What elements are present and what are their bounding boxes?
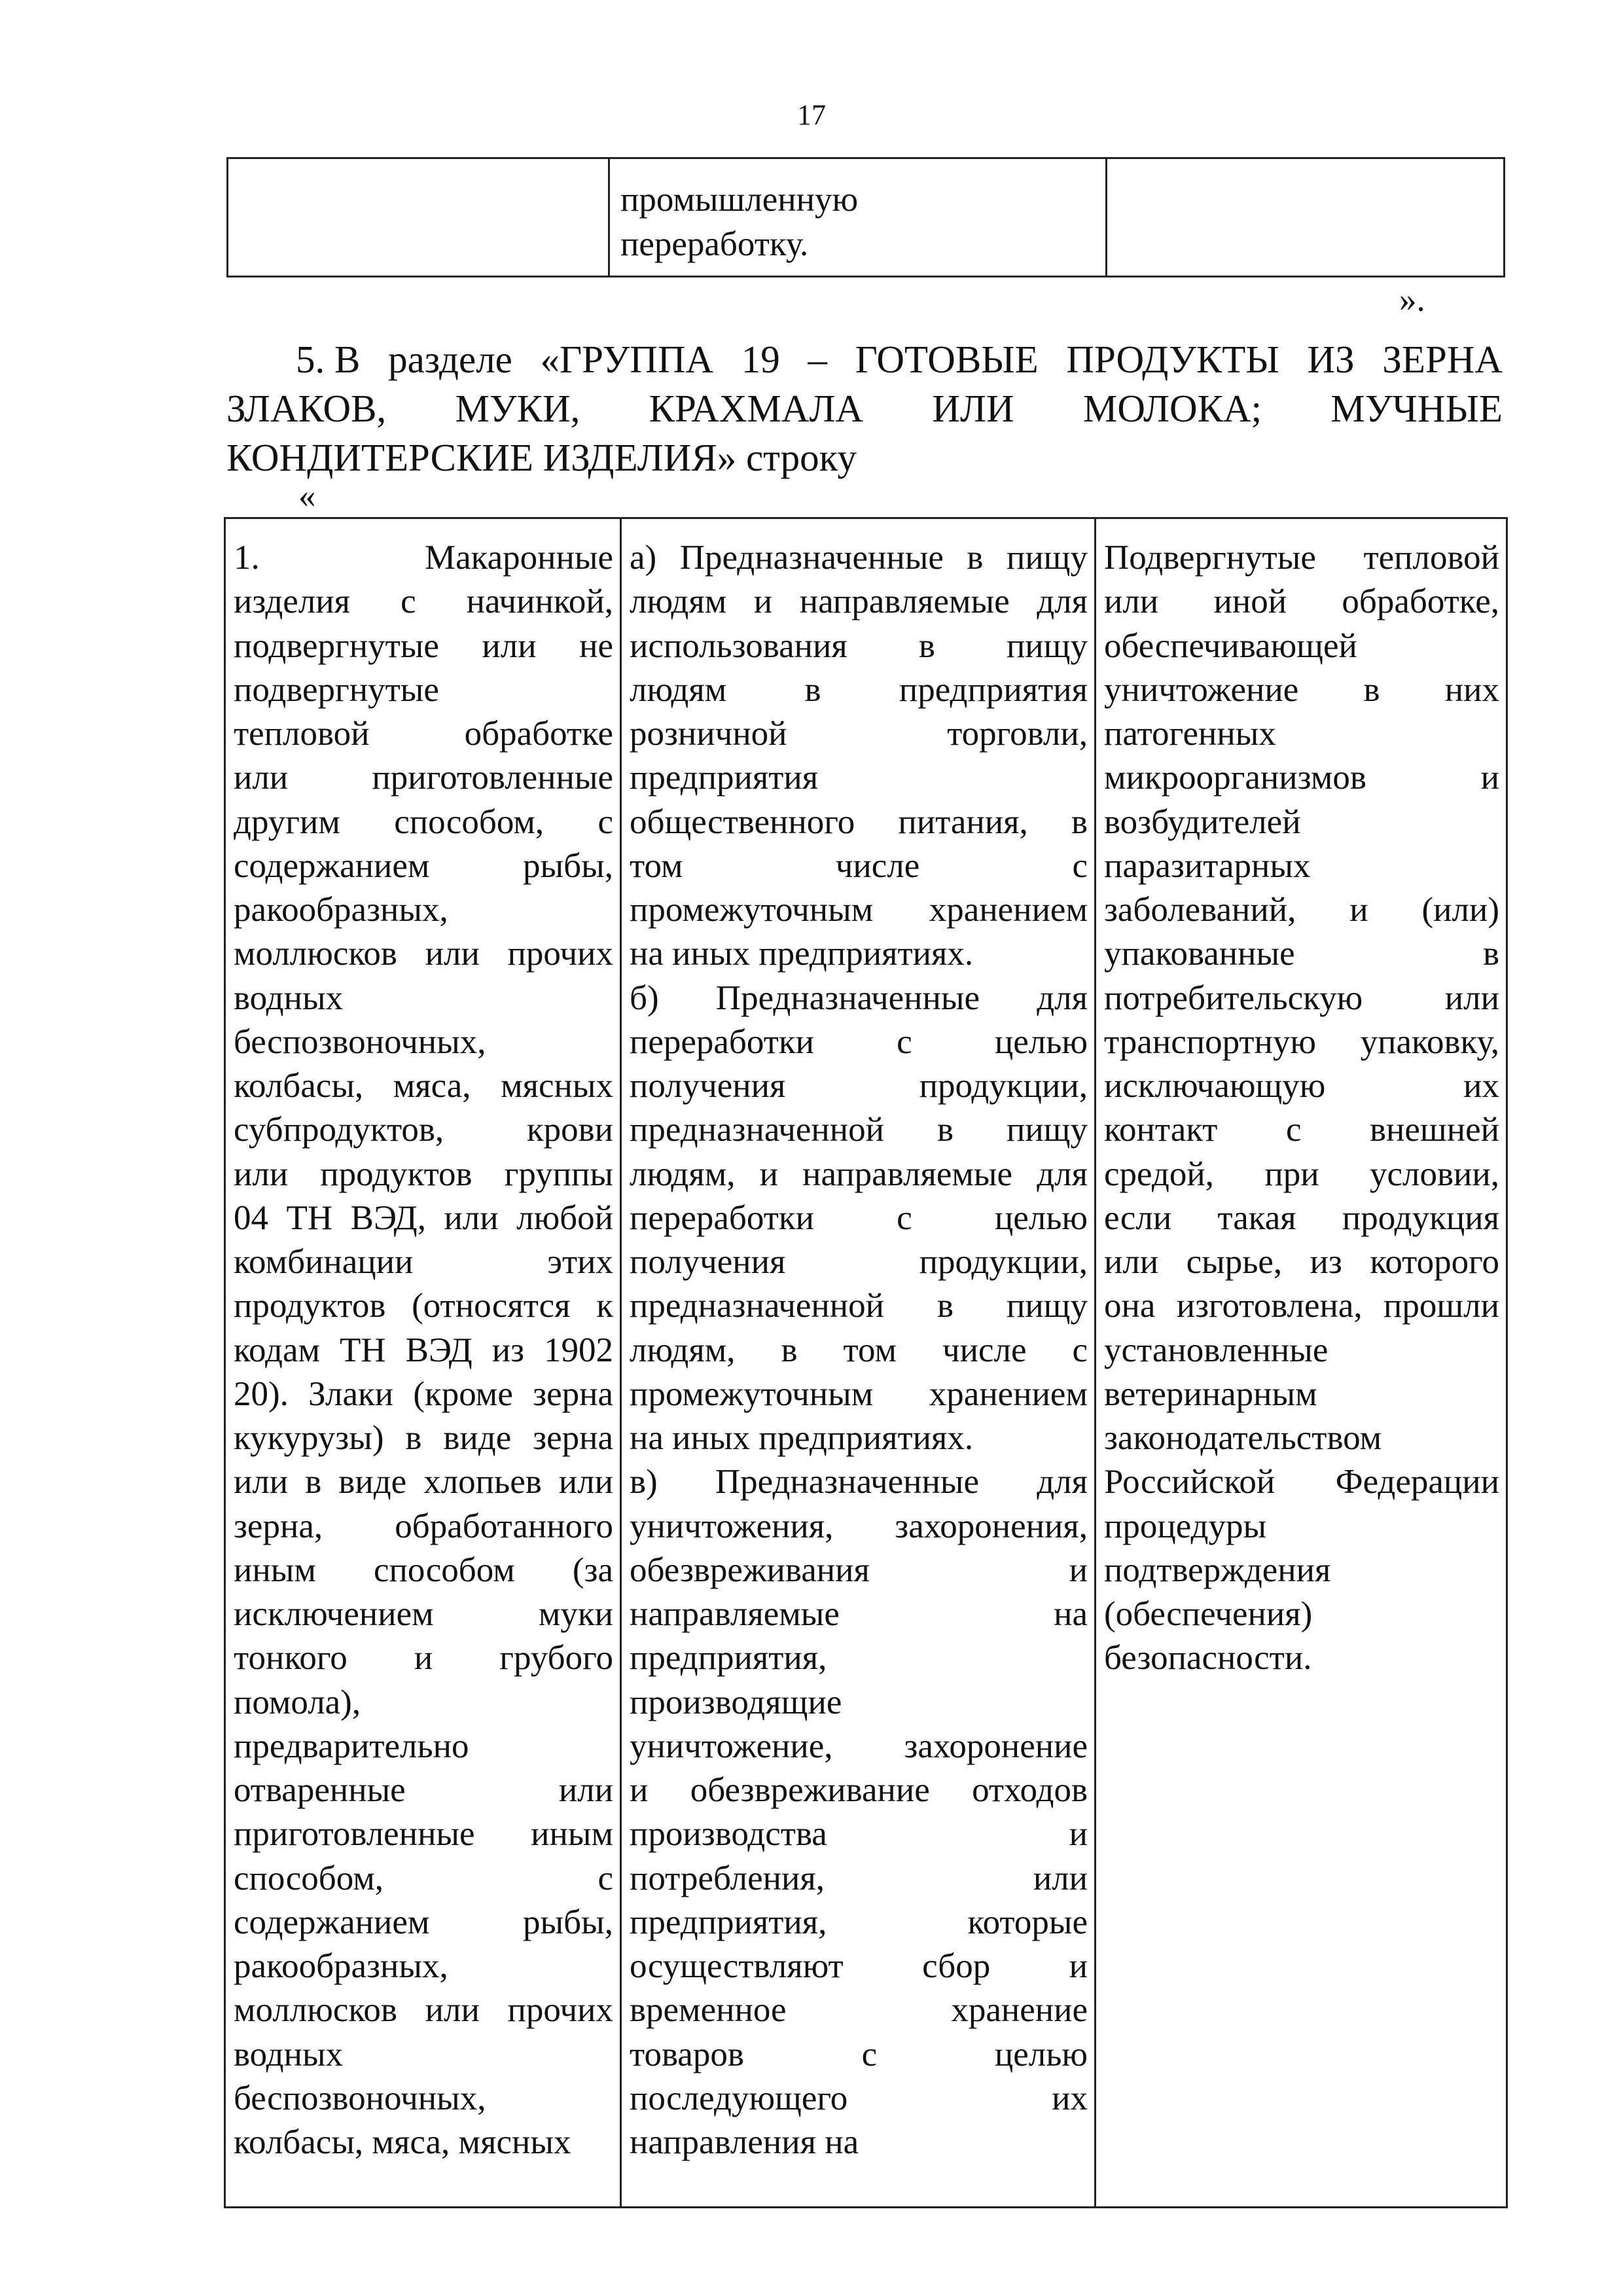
paragraph-line: КОНДИТЕРСКИЕ ИЗДЕЛИЯ» строку: [226, 436, 857, 479]
text-line: людям, в том числе с: [630, 1331, 1088, 1369]
text-line: тонкого и грубого: [234, 1639, 613, 1677]
word: 19: [741, 338, 780, 381]
text-line: ракообразных,: [234, 1947, 448, 1985]
text-line: если такая продукция: [1104, 1198, 1499, 1237]
text-line: колбасы, мяса, мясных: [234, 1067, 613, 1105]
text-line: возбудителей: [1104, 802, 1301, 841]
text-line: отваренные или: [234, 1771, 613, 1809]
text-line: продуктов (относятся к: [234, 1287, 613, 1325]
word: ГОТОВЫЕ: [855, 338, 1039, 381]
word: ЗЛАКОВ,: [226, 387, 387, 430]
text-line: безопасности.: [1104, 1639, 1312, 1677]
text-line: подвергнутые или не: [234, 626, 613, 665]
word: МУЧНЫЕ: [1330, 387, 1503, 430]
text-line: исключением муки: [234, 1595, 613, 1633]
text-line: или приготовленные: [234, 759, 613, 797]
text-line: подвергнутые: [234, 670, 439, 709]
text-line: или в виде хлопьев или: [234, 1463, 613, 1501]
text-line: последующего их: [630, 2079, 1088, 2117]
text-line: ракообразных,: [234, 891, 448, 929]
text-line: подтверждения: [1104, 1551, 1331, 1589]
opening-quote: «: [298, 477, 316, 515]
text-line: процедуры: [1104, 1507, 1267, 1545]
text-line: законодательством: [1104, 1419, 1382, 1457]
text-line: беспозвоночных,: [234, 1022, 486, 1061]
text-line: 20). Злаки (кроме зерна: [234, 1374, 613, 1413]
text-line: контакт с внешней: [1104, 1111, 1499, 1149]
text-line: получения продукции,: [630, 1243, 1088, 1281]
text-line: она изготовлена, прошли: [1104, 1287, 1499, 1325]
word: ПРОДУКТЫ: [1066, 338, 1279, 381]
text-line: водных: [234, 2035, 344, 2073]
text-line: ветеринарным: [1104, 1374, 1317, 1413]
table-cell-conditions: [1107, 158, 1505, 277]
text-line: паразитарных: [1104, 846, 1311, 885]
text-line: общественного питания, в: [630, 802, 1088, 841]
text-line: потребительскую или: [1104, 978, 1499, 1017]
word: разделе: [388, 338, 512, 381]
table-cell-conditions: [1096, 518, 1507, 2208]
text-line: или сырье, из которого: [1104, 1243, 1499, 1281]
text-line: обеспечивающей: [1104, 626, 1357, 665]
text-line: людям и направляемые для: [630, 583, 1088, 621]
text-line: людям в предприятия: [630, 670, 1088, 709]
text-line: б) Предназначенные для: [630, 978, 1088, 1017]
text-line: предназначенной в пищу: [630, 1287, 1088, 1325]
table-cell-purpose: [609, 158, 1107, 277]
text-line: промежуточным хранением: [630, 1374, 1088, 1413]
cell-text: [622, 519, 1094, 2164]
text-line: товаров с целью: [630, 2035, 1088, 2073]
text-line: направляемые на: [630, 1595, 1088, 1633]
text-line: розничной торговли,: [630, 715, 1088, 753]
text-line: средой, при условии,: [1104, 1155, 1499, 1193]
text-line: производящие: [630, 1683, 842, 1721]
word: МУКИ,: [455, 387, 580, 430]
text-line: а) Предназначенные в пищу: [630, 539, 1088, 577]
text-line: изделия с начинкой,: [234, 583, 613, 621]
text-line: упакованные в: [1104, 935, 1499, 973]
text-line: приготовленные иным: [234, 1815, 613, 1854]
paragraph-line: [226, 335, 1503, 384]
text-line: моллюсков или прочих: [234, 935, 613, 973]
text-line: переработку.: [620, 225, 809, 263]
text-line: предназначенной в пищу: [630, 1111, 1088, 1149]
text-line: получения продукции,: [630, 1067, 1088, 1105]
text-line: производства и: [630, 1815, 1088, 1854]
text-line: зерна, обработанного: [234, 1507, 613, 1545]
closing-quote: ».: [1399, 281, 1425, 319]
text-line: уничтожения, захоронения,: [630, 1507, 1088, 1545]
table-row: [228, 158, 1505, 277]
text-line: на иных предприятиях.: [630, 1419, 974, 1457]
text-line: предприятия: [630, 759, 819, 797]
text-line: направления на: [630, 2123, 859, 2161]
text-line: том числе с: [630, 846, 1088, 885]
text-line: в) Предназначенные для: [630, 1463, 1088, 1501]
text-line: людям, и направляемые для: [630, 1155, 1088, 1193]
word: «ГРУППА: [540, 338, 714, 381]
text-line: тепловой обработке: [234, 715, 613, 753]
text-line: уничтожение в них: [1104, 670, 1499, 709]
text-line: водных: [234, 978, 344, 1017]
text-line: помола),: [234, 1683, 361, 1721]
text-line: предприятия,: [630, 1639, 827, 1677]
text-line: содержанием рыбы,: [234, 1903, 613, 1941]
text-line: транспортную упаковку,: [1104, 1022, 1499, 1061]
text-line: субпродуктов, крови: [234, 1111, 613, 1149]
text-line: Подвергнутые тепловой: [1104, 539, 1499, 577]
text-line: колбасы, мяса, мясных: [234, 2123, 571, 2161]
word: ЗЕРНА: [1382, 338, 1503, 381]
text-line: 04 ТН ВЭД, или любой: [234, 1198, 613, 1237]
text-line: комбинации этих: [234, 1243, 613, 1281]
text-line: (обеспечения): [1104, 1595, 1313, 1633]
word: ИЛИ: [932, 387, 1014, 430]
paragraph-line: [226, 384, 1503, 433]
cell-text: [1096, 519, 1506, 1681]
amendment-paragraph: [226, 335, 1503, 482]
text-line: потребления, или: [630, 1859, 1088, 1897]
text-line: способом, с: [234, 1859, 613, 1897]
text-line: или продуктов группы: [234, 1155, 613, 1193]
text-line: 1. Макаронные: [234, 539, 613, 577]
word: ИЗ: [1307, 338, 1355, 381]
table-cell-purpose: [621, 518, 1096, 2208]
text-line: содержанием рыбы,: [234, 846, 613, 885]
text-line: обезвреживания и: [630, 1551, 1088, 1589]
text-line: или иной обработке,: [1104, 583, 1499, 621]
text-line: заболеваний, и (или): [1104, 891, 1499, 929]
text-line: предварительно: [234, 1727, 469, 1765]
text-line: другим способом, с: [234, 802, 613, 841]
text-line: осуществляют сбор и: [630, 1947, 1088, 1985]
word: –: [808, 338, 827, 381]
text-line: установленные: [1104, 1331, 1329, 1369]
text-line: уничтожение, захоронение: [630, 1727, 1088, 1765]
text-line: и обезвреживание отходов: [630, 1771, 1088, 1809]
table-cell-product: [225, 518, 621, 2208]
text-line: патогенных: [1104, 715, 1276, 753]
text-line: беспозвоночных,: [234, 2079, 486, 2117]
text-line: микроорганизмов и: [1104, 759, 1499, 797]
text-line: промышленную: [620, 181, 859, 219]
table-cell-code: [228, 158, 609, 277]
goods-table: [224, 517, 1508, 2208]
cell-text: [226, 519, 620, 2164]
text-line: переработки с целью: [630, 1198, 1088, 1237]
text-line: исключающую их: [1104, 1067, 1499, 1105]
word: КРАХМАЛА: [649, 387, 864, 430]
text-line: кукурузы) в виде зерна: [234, 1419, 613, 1457]
page-number: 17: [797, 99, 826, 131]
cell-text: [610, 159, 1105, 266]
text-line: на иных предприятиях.: [630, 935, 974, 973]
text-line: иным способом (за: [234, 1551, 613, 1589]
text-line: кодам ТН ВЭД из 1902: [234, 1331, 613, 1369]
word: 5. В: [296, 338, 361, 381]
continuation-table: [226, 157, 1505, 278]
table-row: [225, 518, 1507, 2208]
text-line: переработки с целью: [630, 1022, 1088, 1061]
text-line: использования в пищу: [630, 626, 1088, 665]
text-line: Российской Федерации: [1104, 1463, 1499, 1501]
text-line: предприятия, которые: [630, 1903, 1088, 1941]
word: МОЛОКА;: [1082, 387, 1262, 430]
text-line: моллюсков или прочих: [234, 1991, 613, 2030]
text-line: промежуточным хранением: [630, 891, 1088, 929]
text-line: временное хранение: [630, 1991, 1088, 2030]
